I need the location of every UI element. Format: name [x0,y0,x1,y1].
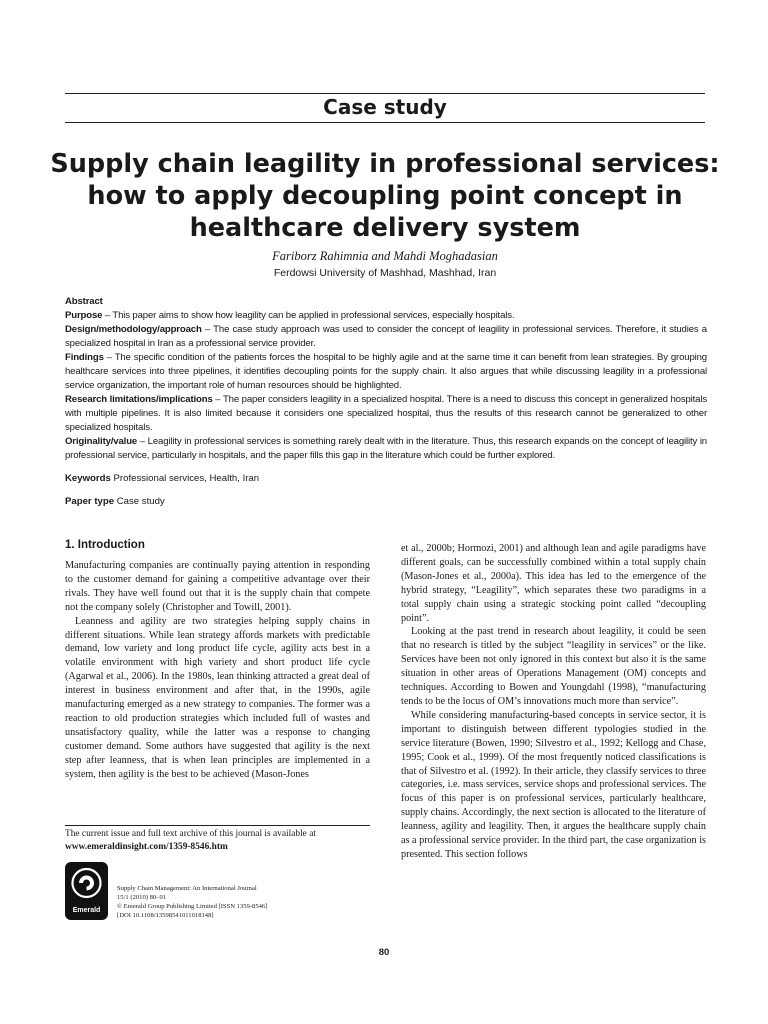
title-line: healthcare delivery system [189,213,581,243]
abstract-originality [65,435,707,463]
abstract-design [65,323,707,351]
abstract-research [65,393,707,435]
findings-label: Findings [65,352,104,363]
journal-url-link[interactable]: www.emeraldinsight.com/1359-8546.htm [65,842,228,852]
emerald-logo-icon [65,862,108,920]
keywords-text: Professional services, Health, Iran [110,473,260,484]
body-paragraph: Looking at the past trend in research about leagility, it could be seen that no research is titled by the subject “leagility in services” or the like. Services have been not only ignored in this context but also it is the same situation in other areas of Operations Management (OM) concepts and techniques. According to Bowen and Youngdahl (1998), “manufacturing tends to be the locus of OM’s innovations much more than service”. [401,626,706,707]
footnote [65,828,370,854]
header-rule-bottom [65,122,705,123]
journal-info-line: Supply Chain Management: An International Journal [117,885,257,892]
footnote-rule [65,825,370,826]
body-paragraph: Manufacturing companies are continually paying attention in responding to the customer demand for gaining a competitive advantage over their rivals. They have well found out that it is the supply chain that compete not the company solely (Christopher and Towill, 2001). [65,560,370,613]
article-title [40,148,730,244]
title-line: Supply chain leagility in professional services: [50,149,720,179]
affiliation: Ferdowsi University of Mashhad, Mashhad, Iran [273,267,497,279]
section-label: Case study [323,95,447,119]
body-paragraph: et al., 2000b; Hormozi, 2001) and although lean and agile paradigms have different goals, can be successfully combined within a total supply chain (Mason-Jones et al., 2000a). This idea has led to the emergence of the hybrid strategy, “Leagility”, which separates these two paradigms in a total supply chain using a strategic stocking point called “decoupling point”. [401,543,706,624]
authors: Fariborz Rahimnia and Mahdi Moghadasian [272,249,498,263]
body-paragraph: While considering manufacturing-based concepts in service sector, it is important to distinguish between different typologies studied in the service literature (Bowen, 1990; Silvestro et al., 1992; Kellogg and Chase, 1995; Cook et al., 1999). Of the most frequently noticed classifications is that of Silvestro et al. (1992). In their article, they classify services to three categories, i.e. mass services, service shops and professional services. The focus of this paper is on professional services, particularly healthcare, supply chains. Accordingly, the next section is allocated to the literature of leanness, agility and leagility. Then, it argues the healthcare supply chain as a professional service provider. In the third part, the case organization is presented. This section follows [401,709,706,860]
purpose-label: Purpose [65,310,103,321]
abstract [65,295,707,463]
originality-label: Originality/value [65,436,138,447]
keywords-label: Keywords [65,473,111,484]
research-label: Research limitations/implications [65,394,213,405]
abstract-purpose [65,309,707,323]
intro-heading: 1. Introduction [65,539,145,551]
abstract-findings [65,351,707,393]
design-text: – The case study approach was used to consider the concept of leagility in professional services. Therefore, it studies a specialized hospital in Iran as a professional service provider. [65,324,707,349]
keywords [65,472,705,486]
title-line: how to apply decoupling point concept in [87,181,683,211]
paper-type [65,495,705,509]
journal-info [117,885,357,921]
paper-type-text: Case study [114,496,165,507]
purpose-text: – This paper aims to show how leagility can be applied in professional services, especially hospitals. [102,310,515,321]
abstract-heading: Abstract [65,296,103,307]
paper-type-label: Paper type [65,496,115,507]
originality-text: – Leagility in professional services is something rarely dealt with in the literature. Thus, this research expands on the concept of leagility in professional service, particularly in hospitals, and the paper fills this gap in the literature which could be further explored. [65,436,707,461]
research-text: – The paper considers leagility in a specialized hospital. There is a need to discuss this concept in generalized hospitals with multiple pipelines. It is also limited because it considers one specialized hospital, thus the results of this research cannot be generalized to other specialized hospitals. [65,394,707,433]
right-column [401,542,706,862]
body-paragraph: Leanness and agility are two strategies helping supply chains in different situations. While lean strategy affords markets with predictable demand, low variety and long product life cycle, agility acts best in a volatile environment with high variety and short product life cycle (Agarwal et al., 2006). In the 1980s, lean thinking attracted a great deal of interest in business environment and after that, in the 1990s, agile manufacturing emerged as a new strategy to companies. The former was a reaction to old production strategies which included full of wastes and unsatisfactory quality, while the latter was a response to changing customer demand. Some authors have suggested that agility is the next step after leanness, that is when lean principles are implemented in a system, then agility is the best to be achieved (Mason-Jones [65,615,370,780]
findings-text: – The specific condition of the patients forces the hospital to be highly agile and at the same time it can benefit from lean strategies. By grouping healthcare services into three pipelines, it identifies decoupling points for the supply chain. It also argues that while discussing leagility in a professional service organization, the important role of human resources should be highlighted. [65,352,707,391]
footnote-text: The current issue and full text archive of this journal is available at [65,829,316,839]
left-column [65,559,370,782]
logo-text: Emerald [72,907,101,914]
journal-info-line: © Emerald Group Publishing Limited [ISSN 1359-8546] [117,902,268,910]
page-number: 80 [378,947,390,958]
design-label: Design/methodology/approach [65,324,202,335]
journal-info-line: 15/1 (2010) 80–91 [117,893,167,901]
journal-info-line: [DOI 10.1108/13598541011018148] [117,911,214,919]
